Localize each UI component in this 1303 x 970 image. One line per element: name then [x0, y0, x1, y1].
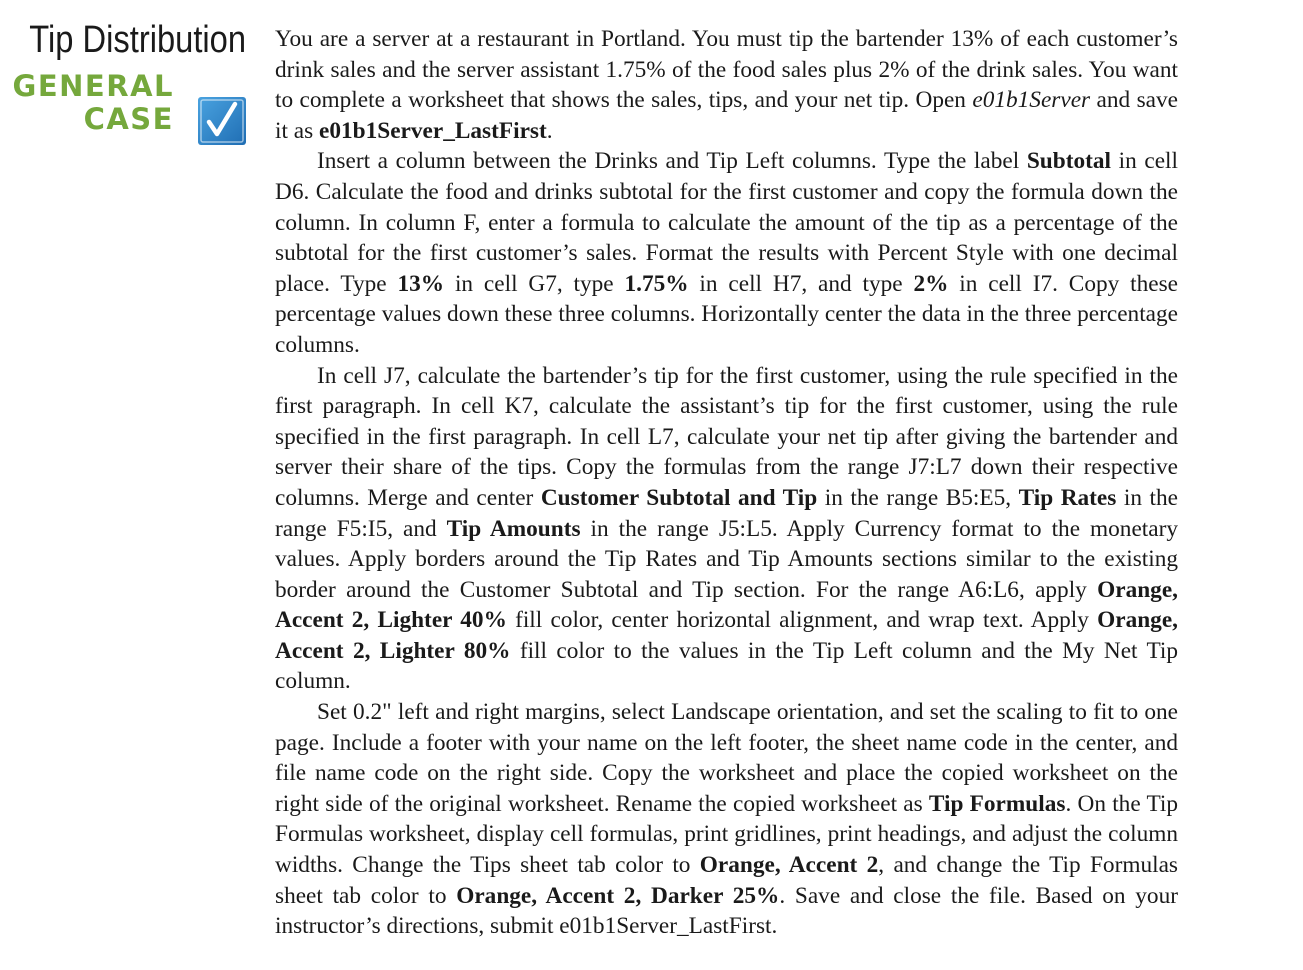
bold-term: Orange, Accent 2 — [699, 852, 879, 879]
bold-term: Tip Formulas — [928, 790, 1066, 817]
text-run: fill color to the values in the Tip Left column and the My Net Tip column. — [275, 637, 1179, 695]
bold-term: e01b1Server_LastFirst — [319, 117, 547, 144]
instruction-paragraph — [275, 146, 1178, 360]
bold-term: Customer Subtotal and Tip — [540, 484, 818, 511]
text-run: In cell J7, calculate the bartender’s tip for the first customer, using the rule specified in the first paragraph. In cell K7, calculate the assistant’s tip for the first customer, using the rule specified in the first paragraph. In cell L7, calculate your net tip after giving the bartender and server their share of the tips. Copy the formulas from the range J7:L7 down their respective columns. Merge and center — [275, 362, 1178, 511]
text-run: , and change the Tip Formulas sheet tab color to — [275, 852, 1178, 909]
case-label-line1: GENERAL — [12, 69, 174, 103]
bold-term: Orange, Accent 2, Lighter 40% — [275, 576, 1178, 634]
text-run: You are a server at a restaurant in Portland. You must tip the bartender 13% of each customer’s drink sales and the server assistant 1.75% of the food sales plus 2% of the drink sales. You want to complete a worksheet that shows the sales, tips, and your net tip. Open — [275, 26, 1178, 114]
instruction-paragraph — [275, 697, 1178, 942]
text-run: in cell I7. Copy these percentage values down these three columns. Horizontally center the data in the three percentage columns. — [275, 270, 1179, 358]
bold-term: Orange, Accent 2, Lighter 80% — [275, 607, 1178, 664]
text-run: . — [546, 117, 553, 144]
text-run: in cell D6. Calculate the food and drinks subtotal for the first customer and copy the formula down the column. In column F, enter a formula to calculate the amount of the tip as a percentage of the subtotal for the first customer’s sales. Format the results with Percent Style with one decimal place. Type — [275, 148, 1178, 297]
checkmark-icon — [197, 96, 247, 146]
text-run: in the range F5:I5, and — [275, 484, 1179, 542]
text-run: . On the Tip Formulas worksheet, display cell formulas, print gridlines, print headings, and adjust the column widths. Change the Tips sheet tab color to — [275, 790, 1178, 879]
bold-term: Orange, Accent 2, Darker 25% — [456, 882, 780, 909]
bold-term: Subtotal — [1026, 148, 1111, 175]
text-run: fill color, center horizontal alignment, and wrap text. Apply — [506, 607, 1098, 634]
text-run: in cell G7, type — [444, 270, 625, 297]
bold-term: Tip Rates — [1018, 484, 1117, 511]
bold-term: 1.75% — [624, 270, 689, 297]
text-run: . Save and close the file. Based on your instructor’s directions, submit e01b1Server_LastFirst. — [275, 882, 1178, 940]
case-instructions — [275, 24, 1178, 942]
text-run: Insert a column between the Drinks and Tip Left columns. Type the label — [317, 148, 1027, 175]
italic-filename: e01b1Server — [972, 87, 1091, 114]
case-label-line2: CASE — [83, 102, 174, 136]
case-title: Tip Distribution — [29, 19, 246, 61]
instruction-paragraph — [275, 361, 1178, 698]
text-run: in cell H7, and type — [688, 270, 914, 297]
text-run: Set 0.2" left and right margins, select Landscape orientation, and set the scaling to fit to one page. Include a footer with your name on the left footer, the sheet name code in the center, and file name code on the right side. Copy the worksheet and place the copied worksheet on the right side of the original worksheet. Rename the copied worksheet as — [275, 699, 1178, 817]
text-run: in the range B5:E5, — [817, 484, 1019, 511]
text-run: and save it as — [275, 87, 1178, 144]
case-type-label — [13, 70, 174, 136]
text-run: in the range J5:L5. Apply Currency format to the monetary values. Apply borders around the Tip Rates and Tip Amounts sections similar to the existing border around the Customer Subtotal and Tip section. For the range A6:L6, apply — [275, 515, 1179, 603]
bold-term: 13% — [397, 270, 445, 297]
bold-term: Tip Amounts — [446, 515, 581, 542]
bold-term: 2% — [913, 270, 949, 297]
instruction-paragraph — [275, 24, 1178, 146]
